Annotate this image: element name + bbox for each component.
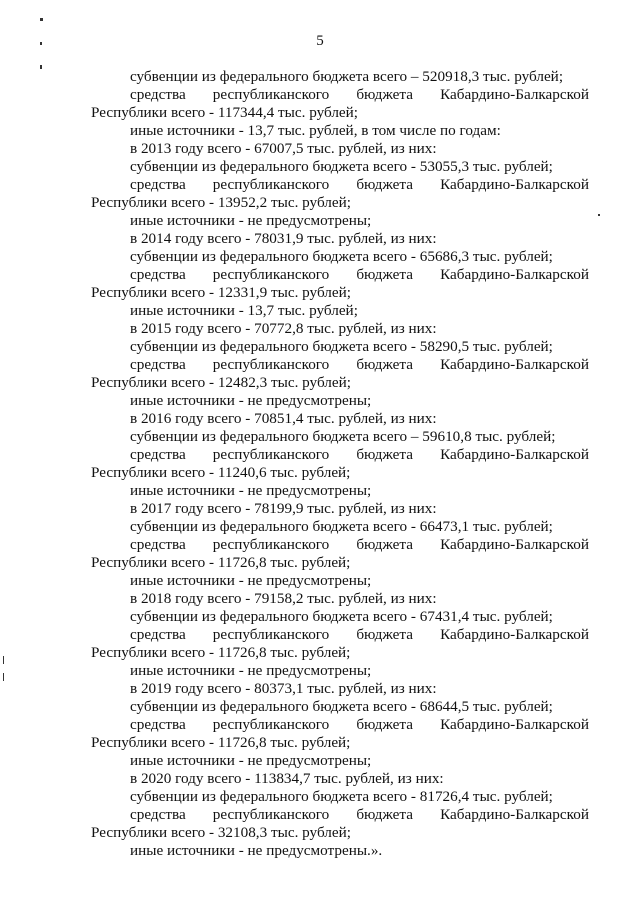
line-word: средства (130, 716, 186, 733)
line-word: Кабардино-Балкарской (440, 176, 589, 193)
line-word: бюджета (356, 446, 413, 463)
line-word: средства (130, 626, 186, 643)
continuation-line: Республики всего - 11726,8 тыс. рублей; (91, 734, 351, 751)
justified-line (91, 626, 589, 644)
continuation-line: Республики всего - 11726,8 тыс. рублей; (91, 644, 351, 661)
line-word: бюджета (356, 266, 413, 283)
line-word: республиканского (212, 176, 330, 193)
line-word: средства (130, 266, 186, 283)
paragraph-line: иные источники - не предусмотрены; (130, 482, 372, 499)
paragraph-line: иные источники - не предусмотрены; (130, 662, 372, 679)
continuation-line: Республики всего - 32108,3 тыс. рублей; (91, 824, 351, 841)
paragraph-line: субвенции из федерального бюджета всего – 520918,3 тыс. рублей; (130, 68, 564, 85)
paragraph-line: субвенции из федерального бюджета всего - 65686,3 тыс. рублей; (130, 248, 553, 265)
paragraph-line: в 2016 году всего - 70851,4 тыс. рублей, из них: (130, 410, 437, 427)
paragraph-line: в 2020 году всего - 113834,7 тыс. рублей, из них: (130, 770, 444, 787)
scan-mark (598, 214, 600, 216)
line-word: республиканского (212, 446, 330, 463)
line-word: Кабардино-Балкарской (440, 446, 589, 463)
paragraph-line: субвенции из федерального бюджета всего – 59610,8 тыс. рублей; (130, 428, 556, 445)
justified-line (91, 716, 589, 734)
paragraph-line: иные источники - не предусмотрены; (130, 392, 372, 409)
line-word: средства (130, 356, 186, 373)
scan-mark (40, 65, 42, 69)
paragraph-line: иные источники - не предусмотрены; (130, 572, 372, 589)
line-word: республиканского (212, 536, 330, 553)
paragraph-line: иные источники - не предусмотрены.». (130, 842, 383, 859)
justified-line (91, 806, 589, 824)
paragraph-line: иные источники - 13,7 тыс. рублей, в том числе по годам: (130, 122, 501, 139)
justified-line (91, 446, 589, 464)
line-word: средства (130, 176, 186, 193)
line-word: республиканского (212, 86, 330, 103)
line-word: средства (130, 806, 186, 823)
line-word: бюджета (356, 806, 413, 823)
line-word: республиканского (212, 806, 330, 823)
continuation-line: Республики всего - 12482,3 тыс. рублей; (91, 374, 351, 391)
continuation-line: Республики всего - 13952,2 тыс. рублей; (91, 194, 351, 211)
paragraph-line: в 2013 году всего - 67007,5 тыс. рублей, из них: (130, 140, 437, 157)
paragraph-line: субвенции из федерального бюджета всего - 58290,5 тыс. рублей; (130, 338, 553, 355)
paragraph-line: субвенции из федерального бюджета всего - 81726,4 тыс. рублей; (130, 788, 553, 805)
paragraph-line: иные источники - не предусмотрены; (130, 212, 372, 229)
scan-mark (40, 18, 43, 21)
paragraph-line: в 2014 году всего - 78031,9 тыс. рублей, из них: (130, 230, 437, 247)
line-word: республиканского (212, 626, 330, 643)
paragraph-line: в 2017 году всего - 78199,9 тыс. рублей, из них: (130, 500, 437, 517)
justified-line (91, 176, 589, 194)
line-word: средства (130, 536, 186, 553)
line-word: бюджета (356, 356, 413, 373)
line-word: Кабардино-Балкарской (440, 536, 589, 553)
paragraph-line: субвенции из федерального бюджета всего - 67431,4 тыс. рублей; (130, 608, 553, 625)
justified-line (91, 86, 589, 104)
line-word: Кабардино-Балкарской (440, 266, 589, 283)
line-word: бюджета (356, 176, 413, 193)
continuation-line: Республики всего - 11240,6 тыс. рублей; (91, 464, 351, 481)
document-body (91, 68, 589, 860)
paragraph-line: субвенции из федерального бюджета всего - 68644,5 тыс. рублей; (130, 698, 553, 715)
line-word: бюджета (356, 626, 413, 643)
line-word: республиканского (212, 716, 330, 733)
line-word: бюджета (356, 716, 413, 733)
line-word: Кабардино-Балкарской (440, 86, 589, 103)
page-number: 5 (316, 33, 324, 49)
line-word: Кабардино-Балкарской (440, 626, 589, 643)
justified-line (91, 356, 589, 374)
line-word: Кабардино-Балкарской (440, 716, 589, 733)
line-word: Кабардино-Балкарской (440, 356, 589, 373)
continuation-line: Республики всего - 12331,9 тыс. рублей; (91, 284, 351, 301)
line-word: средства (130, 86, 186, 103)
paragraph-line: иные источники - 13,7 тыс. рублей; (130, 302, 358, 319)
line-word: средства (130, 446, 186, 463)
line-word: республиканского (212, 266, 330, 283)
scan-mark (3, 656, 4, 664)
line-word: Кабардино-Балкарской (440, 806, 589, 823)
scan-mark (3, 673, 4, 681)
continuation-line: Республики всего - 11726,8 тыс. рублей; (91, 554, 351, 571)
paragraph-line: субвенции из федерального бюджета всего - 53055,3 тыс. рублей; (130, 158, 553, 175)
justified-line (91, 536, 589, 554)
justified-line (91, 266, 589, 284)
paragraph-line: иные источники - не предусмотрены; (130, 752, 372, 769)
continuation-line: Республики всего - 117344,4 тыс. рублей; (91, 104, 358, 121)
line-word: бюджета (356, 86, 413, 103)
paragraph-line: в 2018 году всего - 79158,2 тыс. рублей, из них: (130, 590, 437, 607)
paragraph-line: в 2015 году всего - 70772,8 тыс. рублей, из них: (130, 320, 437, 337)
line-word: бюджета (356, 536, 413, 553)
paragraph-line: субвенции из федерального бюджета всего - 66473,1 тыс. рублей; (130, 518, 553, 535)
paragraph-line: в 2019 году всего - 80373,1 тыс. рублей, из них: (130, 680, 437, 697)
line-word: республиканского (212, 356, 330, 373)
